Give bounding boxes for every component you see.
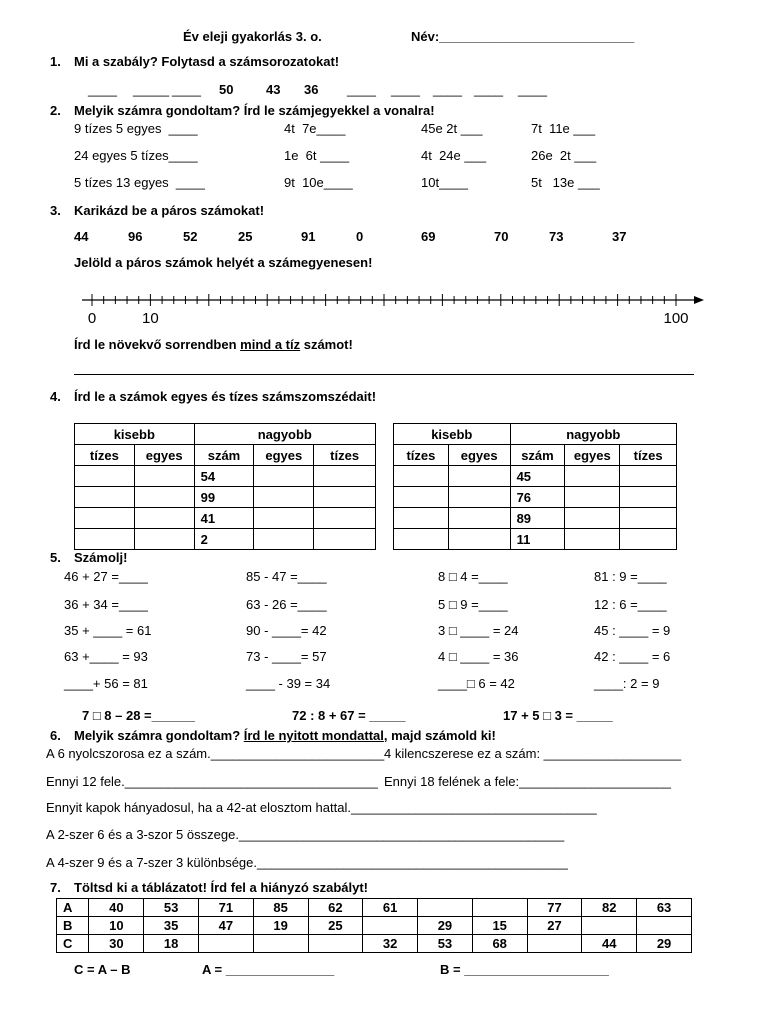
calculation-item[interactable]: 85 - 47 =____: [246, 569, 327, 584]
circle-number[interactable]: 96: [128, 229, 143, 244]
number-cell: 76: [510, 487, 565, 508]
answer-cell[interactable]: [134, 529, 194, 550]
place-value-item[interactable]: 1e 6t ____: [284, 148, 350, 163]
answer-cell[interactable]: [314, 466, 376, 487]
circle-number[interactable]: 69: [421, 229, 436, 244]
answer-cell[interactable]: [472, 899, 527, 917]
row-label: C: [57, 935, 89, 953]
col-header: egyes: [448, 445, 510, 466]
group-header-nagyobb: nagyobb: [194, 424, 375, 445]
group-header-kisebb: kisebb: [394, 424, 511, 445]
place-value-item[interactable]: 24 egyes 5 tízes____: [74, 148, 198, 163]
q6-title: [74, 728, 496, 743]
calculation-item[interactable]: 46 + 27 =____: [64, 569, 148, 584]
answer-line[interactable]: [74, 374, 694, 375]
sequence-number: 36: [304, 82, 319, 97]
answer-cell[interactable]: [308, 935, 363, 953]
col-header: egyes: [254, 445, 314, 466]
sequence-number: 50: [219, 82, 234, 97]
value-cell: 35: [144, 917, 199, 935]
value-cell: 68: [472, 935, 527, 953]
answer-cell[interactable]: [394, 487, 449, 508]
answer-cell[interactable]: [620, 487, 677, 508]
place-value-item[interactable]: 26e 2t ___: [531, 148, 597, 163]
calculation-item[interactable]: ____+ 56 = 81: [64, 676, 148, 691]
value-cell: 63: [637, 899, 692, 917]
answer-cell[interactable]: [637, 917, 692, 935]
answer-cell[interactable]: [620, 529, 677, 550]
value-cell: 53: [418, 935, 473, 953]
value-cell: 29: [637, 935, 692, 953]
calculation-item[interactable]: 35 + ____ = 61: [64, 623, 152, 638]
q6-title-post: , majd számold ki!: [383, 728, 496, 743]
rule-a: A = _______________: [202, 962, 335, 977]
value-cell: 19: [253, 917, 308, 935]
circle-number[interactable]: 25: [238, 229, 253, 244]
worksheet-title: Év eleji gyakorlás 3. o.: [183, 29, 322, 44]
calculation-item[interactable]: 36 + 34 =____: [64, 597, 148, 612]
number-cell: 2: [194, 529, 254, 550]
calculation-item[interactable]: 42 : ____ = 6: [594, 649, 671, 664]
q2-title: Melyik számra gondoltam? Írd le számjegyekkel a vonalra!: [74, 103, 435, 118]
q4-title: Írd le a számok egyes és tízes számszomszédait!: [74, 389, 377, 404]
place-value-item[interactable]: 7t 11e ___: [531, 121, 596, 136]
answer-cell[interactable]: [565, 466, 620, 487]
answer-cell[interactable]: [134, 487, 194, 508]
group-header-kisebb: kisebb: [75, 424, 195, 445]
answer-cell[interactable]: [314, 508, 376, 529]
calculation-item[interactable]: 4 □ ____ = 36: [438, 649, 519, 664]
q6-number: 6.: [50, 728, 61, 743]
q7-title: Töltsd ki a táblázatot! Írd fel a hiányzó szabályt!: [74, 880, 368, 895]
number-cell: 11: [510, 529, 565, 550]
answer-cell[interactable]: [527, 935, 582, 953]
q3-subtitle: Jelöld a páros számok helyét a számegyenesen!: [74, 255, 373, 270]
answer-cell[interactable]: [620, 508, 677, 529]
circle-number[interactable]: 44: [74, 229, 89, 244]
col-header: egyes: [565, 445, 620, 466]
open-sentence-line[interactable]: Ennyit kapok hányadosul, ha a 42-at elosztom hattal.__________________________________: [46, 800, 597, 815]
answer-cell[interactable]: [448, 466, 510, 487]
answer-cell[interactable]: [75, 487, 135, 508]
sequence-blank[interactable]: ____: [433, 82, 462, 97]
col-header: egyes: [134, 445, 194, 466]
neighbors-table-left: [74, 423, 376, 550]
col-header: szám: [194, 445, 254, 466]
row-label: B: [57, 917, 89, 935]
value-cell: 47: [198, 917, 253, 935]
q1-title: Mi a szabály? Folytasd a számsorozatokat!: [74, 54, 340, 69]
q4-number: 4.: [50, 389, 61, 404]
answer-cell[interactable]: [394, 529, 449, 550]
number-cell: 99: [194, 487, 254, 508]
calculation-item[interactable]: 90 - ____= 42: [246, 623, 327, 638]
group-header-nagyobb: nagyobb: [510, 424, 676, 445]
value-cell: 18: [144, 935, 199, 953]
calculation-item[interactable]: 7 □ 8 – 28 =______: [82, 708, 196, 723]
q3-order-instruction: [74, 337, 353, 352]
place-value-item[interactable]: 5t 13e ___: [531, 175, 600, 190]
order-text-post: számot!: [300, 337, 353, 352]
number-cell: 45: [510, 466, 565, 487]
circle-number[interactable]: 0: [356, 229, 364, 244]
answer-cell[interactable]: [75, 529, 135, 550]
order-text-underlined: mind a tíz: [240, 337, 301, 352]
answer-cell[interactable]: [254, 466, 314, 487]
calculation-item[interactable]: 72 : 8 + 67 = _____: [292, 708, 406, 723]
q3-title: Karikázd be a páros számokat!: [74, 203, 265, 218]
col-header: szám: [510, 445, 565, 466]
axis-tick-label: 10: [142, 310, 159, 327]
calculation-item[interactable]: 63 - 26 =____: [246, 597, 327, 612]
answer-cell[interactable]: [363, 917, 418, 935]
calculation-item[interactable]: 81 : 9 =____: [594, 569, 667, 584]
answer-cell[interactable]: [254, 487, 314, 508]
sequence-blank[interactable]: ____: [474, 82, 503, 97]
answer-cell[interactable]: [314, 487, 376, 508]
calculation-item[interactable]: ____: 2 = 9: [594, 676, 660, 691]
q2-number: 2.: [50, 103, 61, 118]
answer-cell[interactable]: [253, 935, 308, 953]
q5-number: 5.: [50, 550, 61, 565]
col-header: tízes: [394, 445, 449, 466]
place-value-item[interactable]: 4t 7e____: [284, 121, 346, 136]
value-cell: 61: [363, 899, 418, 917]
place-value-item[interactable]: 10t____: [421, 175, 468, 190]
sequence-blank[interactable]: _____: [133, 82, 170, 97]
q5-title: Számolj!: [74, 550, 128, 565]
name-label: Név:___________________________: [411, 29, 635, 44]
value-cell: 25: [308, 917, 363, 935]
circle-number[interactable]: 70: [494, 229, 509, 244]
value-cell: 32: [363, 935, 418, 953]
col-header: tízes: [75, 445, 135, 466]
value-cell: 85: [253, 899, 308, 917]
value-cell: 10: [89, 917, 144, 935]
rule-table: [56, 898, 692, 953]
calculation-item[interactable]: ____ - 39 = 34: [246, 676, 331, 691]
circle-number[interactable]: 52: [183, 229, 198, 244]
value-cell: 82: [582, 899, 637, 917]
sequence-blank[interactable]: ____: [518, 82, 547, 97]
open-sentence-line[interactable]: A 6 nyolcszorosa ez a szám.________________________: [46, 746, 385, 761]
calculation-item[interactable]: 3 □ ____ = 24: [438, 623, 519, 638]
number-cell: 54: [194, 466, 254, 487]
answer-cell[interactable]: [448, 487, 510, 508]
number-cell: 41: [194, 508, 254, 529]
answer-cell[interactable]: [448, 529, 510, 550]
answer-cell[interactable]: [75, 466, 135, 487]
value-cell: 27: [527, 917, 582, 935]
order-text-pre: Írd le növekvő sorrendben: [74, 337, 241, 352]
value-cell: 30: [89, 935, 144, 953]
answer-cell[interactable]: [394, 508, 449, 529]
value-cell: 29: [418, 917, 473, 935]
calculation-item[interactable]: 5 □ 9 =____: [438, 597, 508, 612]
answer-cell[interactable]: [565, 508, 620, 529]
calculation-item[interactable]: 73 - ____= 57: [246, 649, 327, 664]
answer-cell[interactable]: [565, 487, 620, 508]
answer-cell[interactable]: [565, 529, 620, 550]
row-label: A: [57, 899, 89, 917]
open-sentence-line[interactable]: 4 kilencszerese ez a szám: ___________________: [384, 746, 682, 761]
sequence-blank[interactable]: ____: [391, 82, 420, 97]
answer-cell[interactable]: [418, 899, 473, 917]
value-cell: 40: [89, 899, 144, 917]
neighbors-table-right: [393, 423, 677, 550]
value-cell: 15: [472, 917, 527, 935]
calculation-item[interactable]: 63 +____ = 93: [64, 649, 148, 664]
answer-cell[interactable]: [254, 529, 314, 550]
value-cell: 53: [144, 899, 199, 917]
open-sentence-line[interactable]: A 4-szer 9 és a 7-szer 3 különbsége.___________________________________________: [46, 855, 568, 870]
answer-cell[interactable]: [314, 529, 376, 550]
answer-cell[interactable]: [75, 508, 135, 529]
answer-cell[interactable]: [134, 466, 194, 487]
place-value-item[interactable]: 9t 10e____: [284, 175, 353, 190]
answer-cell[interactable]: [620, 466, 677, 487]
place-value-item[interactable]: 4t 24e ___: [421, 148, 487, 163]
answer-cell[interactable]: [394, 466, 449, 487]
calculation-item[interactable]: 17 + 5 □ 3 = _____: [503, 708, 613, 723]
calculation-item[interactable]: ____□ 6 = 42: [438, 676, 515, 691]
axis-tick-label: 0: [87, 310, 97, 327]
circle-number[interactable]: 73: [549, 229, 564, 244]
q3-number: 3.: [50, 203, 61, 218]
axis-arrow: [694, 296, 704, 304]
sequence-blank[interactable]: ____: [347, 82, 376, 97]
place-value-item[interactable]: 9 tízes 5 egyes ____: [74, 121, 198, 136]
open-sentence-line[interactable]: A 2-szer 6 és a 3-szor 5 összege._____________________________________________: [46, 827, 565, 842]
circle-number[interactable]: 91: [301, 229, 316, 244]
answer-cell[interactable]: [582, 917, 637, 935]
place-value-item[interactable]: 5 tízes 13 egyes ____: [74, 175, 205, 190]
answer-cell[interactable]: [448, 508, 510, 529]
sequence-number: 43: [266, 82, 281, 97]
rule-b: B = ____________________: [440, 962, 609, 977]
value-cell: 62: [308, 899, 363, 917]
answer-cell[interactable]: [198, 935, 253, 953]
q1-number: 1.: [50, 54, 61, 69]
circle-number[interactable]: 37: [612, 229, 627, 244]
place-value-item[interactable]: 45e 2t ___: [421, 121, 483, 136]
open-sentence-line[interactable]: Ennyi 18 felének a fele:_____________________: [384, 774, 671, 789]
sequence-blank[interactable]: ____: [172, 82, 201, 97]
col-header: tízes: [314, 445, 376, 466]
rule-c: C = A – B: [74, 962, 131, 977]
sequence-blank[interactable]: ____: [88, 82, 117, 97]
calculation-item[interactable]: 8 □ 4 =____: [438, 569, 508, 584]
number-line: [76, 288, 712, 328]
value-cell: 77: [527, 899, 582, 917]
calculation-item[interactable]: 45 : ____ = 9: [594, 623, 671, 638]
col-header: tízes: [620, 445, 677, 466]
answer-cell[interactable]: [254, 508, 314, 529]
q6-title-underlined: Írd le nyitott mondattal: [243, 728, 384, 743]
q6-title-pre: Melyik számra gondoltam?: [74, 728, 244, 743]
value-cell: 71: [198, 899, 253, 917]
axis-tick-label: 100: [663, 310, 689, 327]
answer-cell[interactable]: [134, 508, 194, 529]
value-cell: 44: [582, 935, 637, 953]
open-sentence-line[interactable]: Ennyi 12 fele.___________________________________: [46, 774, 378, 789]
calculation-item[interactable]: 12 : 6 =____: [594, 597, 667, 612]
q7-number: 7.: [50, 880, 61, 895]
number-cell: 89: [510, 508, 565, 529]
